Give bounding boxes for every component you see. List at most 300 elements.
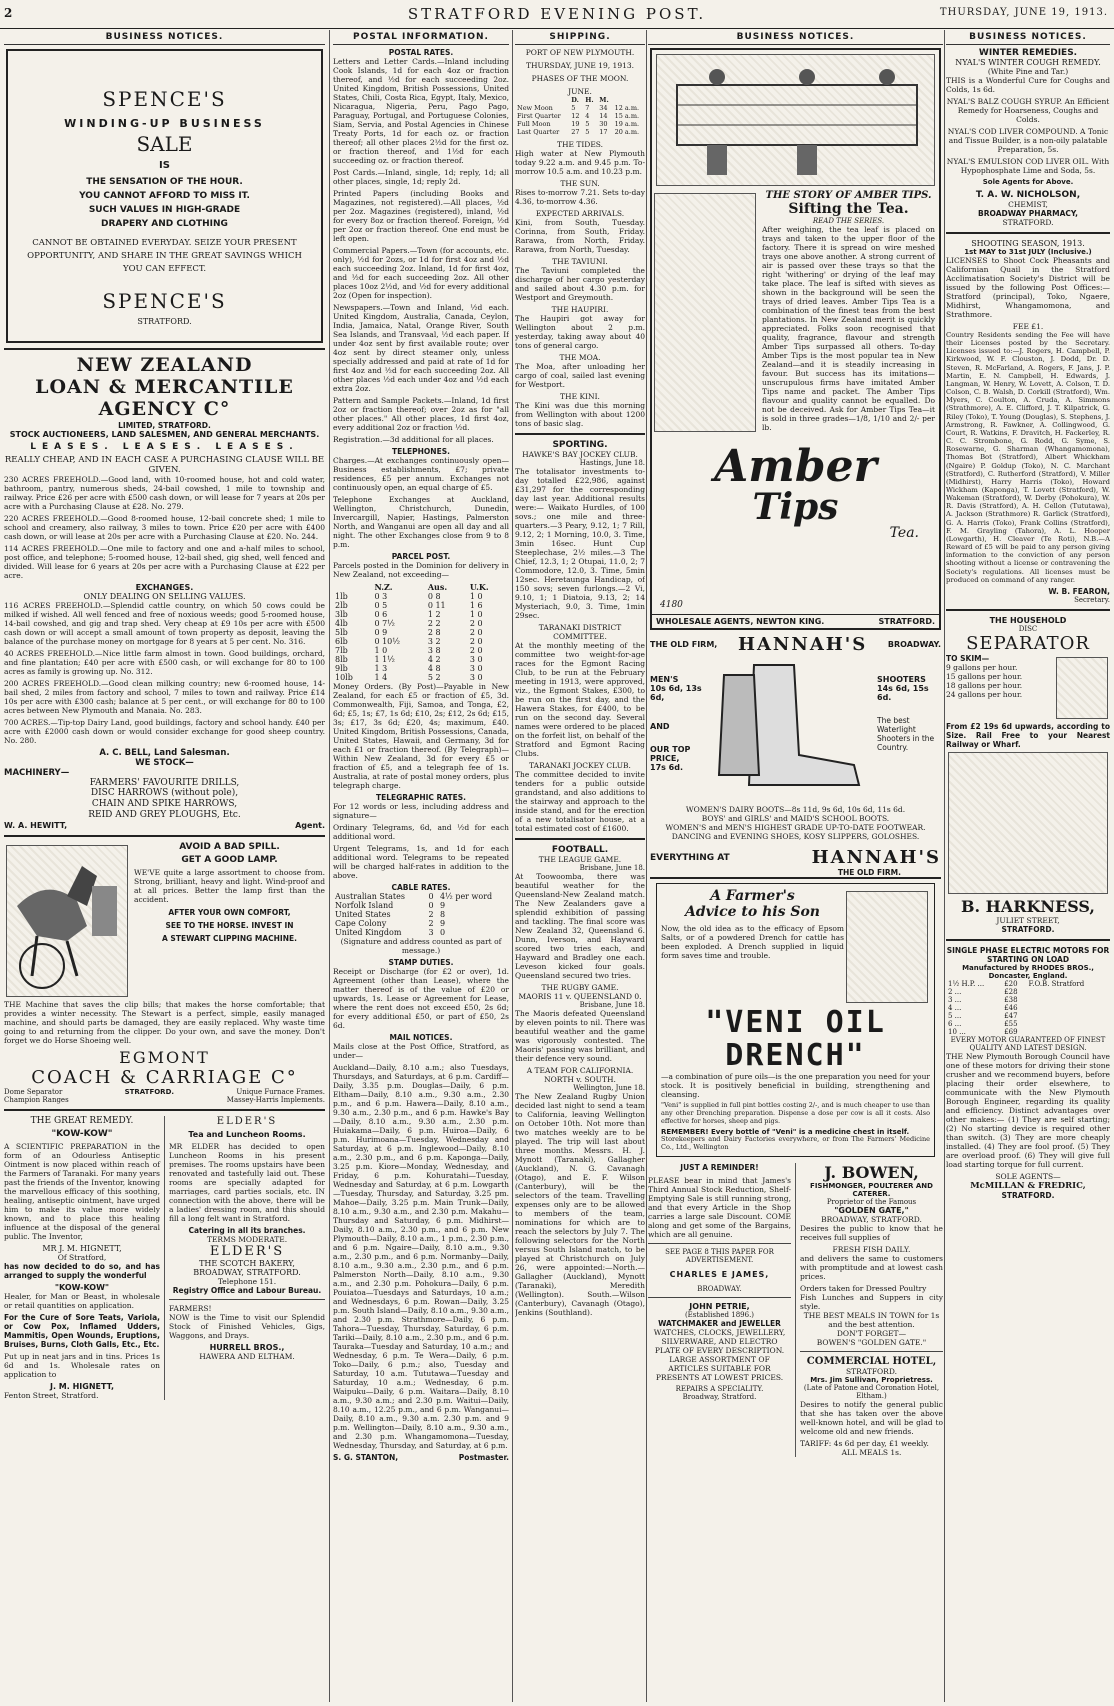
spence-sale: SALE [136,132,193,156]
motor-line: Manufactured by RHODES BROS., Doncaster, England. [962,963,1094,980]
table-cell: 5 2 [427,673,441,682]
column-header [333,582,372,592]
table-cell: Norfolk Island [335,901,394,910]
table-cell: 7 [585,104,590,112]
table-cell: 10 ... [948,1027,966,1036]
separator-title: THE HOUSEHOLD [989,615,1067,625]
motor-row [946,980,1110,988]
remedy-inventor: MR J. M. HIGNETT, [42,1243,122,1253]
section-header: BUSINESS NOTICES. [946,30,1110,45]
amber-logo: Tips [752,486,839,528]
coach-line: Unique Furnace Frames. [236,1087,325,1096]
table-cell: 34 [599,104,608,112]
table-cell: 27 [571,128,580,136]
column-header [613,96,645,104]
shipping-line: PORT OF NEW PLYMOUTH. [525,48,635,57]
football-heading: THE LEAGUE GAME. [538,855,622,864]
table-cell: 1lb [335,592,348,601]
spence-line: DRAPERY AND CLOTHING [101,219,228,229]
table-cell [1027,988,1111,996]
elder-title: ELDER'S [216,1115,278,1127]
postal-paragraph: Telephone Exchanges at Auckland, Wellington, Christchurch, Dunedin, Invercargill, Napier, Hastings, Palmerston North, and Wanganui are open all day and all night. The other Exchanges close from 9 to 8 p.m. [333,495,509,549]
column-header: N.Z. [374,582,393,592]
hurrell-body: NOW is the Time to visit our Splendid Stock of Finished Vehicles, Gigs, Waggons, and Drays. [169,1312,325,1340]
table-cell: 4lb [335,619,348,628]
remedy-town: Of Stratford, [57,1252,107,1262]
postal-paragraph: For 12 words or less, including address and signature— [333,802,509,820]
veni-reminder: REMEMBER! Every bottle of "Veni" is a medicine chest in itself. [661,1128,910,1137]
nz-sub: STOCK AUCTIONEERS, LAND SALESMEN, AND GENERAL MERCHANTS. [9,429,320,439]
hannahs-line: SHOOTERS [877,675,926,684]
table-cell: 3 2 [427,637,441,646]
veni-stockists: Storekeepers and Dairy Factories everywhere, or from The Farmers' Medicine Co., Ltd., Wellington [661,1135,930,1152]
table-cell: 3lb [335,610,348,619]
table-cell: United States [335,910,391,919]
postal-paragraph: Post Cards.—Inland, single, 1d; reply, 1d; all other places, single, 1d; reply 2d. [333,168,509,186]
remedy-body: has now decided to do so, and has arranged to supply the wonderful [4,1261,160,1280]
newspaper-title: STRATFORD EVENING POST. [407,5,707,23]
table-cell: £28 [1004,987,1018,996]
postal-paragraph: Mails close at the Post Office, Stratford, as under— [333,1042,509,1060]
table-cell: 14 [599,112,608,120]
shipping-heading: THE TAVIUNI. [552,257,608,266]
motor-row [946,1020,1110,1028]
column-5 [946,30,1110,1702]
hannahs-price: 17s 6d. [650,763,684,772]
lamp-heading: AVOID A BAD SPILL. [179,841,280,852]
cable-table [333,892,509,937]
signature: W. B. FEARON, [1048,586,1110,596]
bowen-line: DON'T FORGET— [836,1328,907,1338]
table-cell: First Quarter [517,112,561,120]
column-2 [333,30,509,1702]
spence-name: SPENCE'S [102,87,227,111]
bowen-advert [800,1163,943,1457]
sporting-header: SPORTING. [552,440,608,450]
section-header: BUSINESS NOTICES. [4,30,325,45]
postal-heading: MAIL NOTICES. [389,1033,453,1042]
hotel-body: Desires to notify the general public that she has taken over the above well-known hotel, and will be glad to welcome old and new friends. [800,1399,943,1436]
separator-title: DISC [1018,624,1038,633]
shipping-paragraph: The Kini was due this morning from Wellington with about 1200 tons of basic slag. [515,401,645,428]
table-cell: 2 0 [469,628,483,637]
column-3 [515,30,645,1702]
petrie-line: Broadway, Stratford. [682,1392,757,1401]
listing: 700 ACRES.—Tip-top Dairy Land, good buildings, factory and school handy. £40 per acre with £2000 cash down or would consider exchange for good sheep country. No. 280. [4,717,325,745]
moon-row [515,128,645,136]
nz-leases: LEASES. LEASES. LEASES. [30,441,299,452]
parcel-row [333,664,509,673]
table-cell: 30 [599,120,608,128]
james-advert [648,1163,796,1457]
table-cell: 0 3 [374,592,388,601]
postal-paragraph: Receipt or Discharge (for £2 or over), 1d. Agreement (other than Lease), where the matter thereof is of the value of £20 or upwards, 1s. Lease or Agreement for Lease, where the rent does not exceed £50, 2s 6d; for every additional £50, or part of £50, 2s 6d. [333,967,509,1030]
elder-line: Telephone 151. [217,1276,277,1286]
remedies-body: NYAL'S COD LIVER COMPOUND. A Tonic and Tissue Builder, is a non-oily palatable Preparation, 5s. [947,127,1109,154]
lamp-advert [4,842,325,1000]
shipping-line: THURSDAY, JUNE 19, 1913. [525,61,635,70]
james-line: BROADWAY. [697,1284,742,1293]
hurrell-title: HURRELL BROS., [209,1342,285,1352]
dateline: Brisbane, June 18. [579,864,645,872]
separator-capacity: 24 gallons per hour. [946,689,1023,699]
issue-date: THURSDAY, JUNE 19, 1913. [939,7,1108,18]
table-cell: 1 6 [469,601,483,610]
bowen-line: "GOLDEN GATE," [834,1205,909,1215]
lamp-heading: SEE TO THE HORSE. INVEST IN [165,920,294,930]
hannahs-line: EVERYTHING AT [650,852,730,863]
lamp-heading: AFTER YOUR OWN COMFORT, [168,907,291,917]
motor-price-table [946,980,1110,1036]
table-cell: 0 8 [427,592,441,601]
nz-exchanges: ONLY DEALING ON SELLING VALUES. [83,591,246,601]
table-cell: 0 [428,892,434,901]
sporting-paragraph: The committee decided to invite tenders for a public outside grandstand, and also additions to the stairway and approach to the inside stand, and for the erection of a new totalisator house, at a total estimated cost of £1600. [515,770,645,833]
table-cell: 5 [585,120,590,128]
table-cell: 8lb [335,655,348,664]
shipping-paragraph: The Taviuni completed the discharge of her cargo yesterday and sailed about 4.30 p.m. for Westport and Greymouth. [515,266,645,302]
veni-body: "Veni" is supplied in full pint bottles costing 2/-, and is much cheaper to use than any other Drenching preparation. Dispense a dose per cow is all it costs. Also effective for horses, sheep and pigs. [661,1101,930,1125]
shooting-line: 1st MAY to 31st JULY (Inclusive.) [964,248,1092,256]
parcel-row [333,655,509,664]
remedy-body: Put up in neat jars and in tins. Prices 1s 6d and 1s. Wholesale rates on application to [4,1351,160,1379]
remedy-name: "KOW-KOW" [54,1282,110,1292]
amber-logo: Amber [714,441,877,492]
nz-title: AGENCY C° [98,397,231,420]
elder-line: THE SCOTCH BAKERY, [199,1258,295,1268]
bowen-line: FRESH FISH DAILY. [832,1244,911,1254]
remedies-body: NYAL'S EMULSION COD LIVER OIL. With Hypophosphate Lime and Soda, 5s. [946,157,1110,175]
sporting-paragraph: At the monthly meeting of the committee two weight-for-age races for the Egmont Racing Club, to be run at the February meeting in 1913, were approved, viz., the Egmont Stakes, £300, to be run on the first day, and the Hawera Stakes, for £400, to be run on the second day. Several names were ordered to be placed on the forfeit list, on behalf of the Stratford and Egmont Racing Clubs. [515,641,645,758]
postal-paragraph: Pattern and Sample Packets.—Inland, 1d first 2oz or fraction thereof; over 2oz as for "all other places." All other places, 1d first 4oz, every additional 2oz or fraction ½d. [333,396,509,432]
moon-row [515,120,645,128]
football-heading: A TEAM FOR CALIFORNIA. [526,1066,634,1075]
hurrell-town: HAWERA AND ELTHAM. [199,1351,295,1361]
table-cell: 2 0 [469,646,483,655]
table-cell: 5 [585,128,590,136]
spence-town: STRATFORD. [137,317,192,327]
parcel-row [333,637,509,646]
table-cell: 19 [571,120,580,128]
postal-paragraph: Money Orders. (By Post)—Payable in New Zealand, for each £5 or fraction of £5, 3d. Commonwealth, Fiji, Samoa, and Tonga, £2, 6d; £5, 1s; £7, 1s 6d; £10, 2s; £12, 2s 6d; £15, 3s; £17, 3s 6d; £20, 4s; maximum, £40. United Kingdom, British Possessions, Canada, United States, Hawaii, and Germany, 3d for each £1 or fraction thereof. (By Telegraph)—Within New Zealand, 3d for every £5 or fraction of £5, and a telegraph fee of 1s. Australia, at rate of postal money orders, plus telegraph charge. [333,682,509,790]
table-cell: £47 [1004,1011,1018,1020]
table-cell: 2 8 [427,628,441,637]
parcel-row [333,610,509,619]
table-cell: 1 4 [374,673,388,682]
football-paragraph: At Toowoomba, there was beautiful weather for the Queensland-New Zealand match. The New Zealanders gave a splendid exhibition of passing and tackling. The final score was New Zealand 32, Queensland 6. Dunn, Iverson, and Hayward scored two tries each, and Hayward and Bradley one each. Leveson kicked four goals. Queensland secured two tries. [515,872,645,980]
mail-schedule: Auckland—Daily, 8.10 a.m.; also Tuesdays, Thursdays, and Saturdays, at 6 p.m. Cardiff—Daily, 3.35 p.m. Douglas—Daily, 6 p.m. Eltham—Daily, 8.10 a.m., 9.30 a.m., 2.30 p.m., and 6 p.m. Hawera—Daily, 8.10 a.m., 9.30 a.m., 2.30 p.m., and 6 p.m. Hawke's Bay—Daily, 8.10 a.m., 9.30 a.m., 2.30 p.m. Huiakama—Daily, 6 p.m. Huiroa—Daily, 6 p.m. Hurimoana—Tuesday, Wednesday and Saturday, at 6 p.m. Inglewood—Daily, 8.10 a.m., 2.30 p.m., and 6 p.m. Kaponga—Daily, 3.25 p.m. Kiore—Monday, Wednesday, and Friday, 6 p.m. Kohuratahi—Tuesday, Wednesday and Saturday, at 6 p.m. Lowgarth—Tuesday, Thursday, and Saturday, 3.25 pm. Mahoe—Daily, 3.25 p.m. Main Trunk—Daily, 8.10 a.m., 9.30 a.m., and 2.30 p.m. Makahu—Thursday and Saturday, 6 p.m. Midhirst—Daily, 8.10 a.m., 2.30 p.m., and 6 p.m. New Plymouth—Daily, 8.10 a.m., 1 p.m., 2.30 p.m., and 6 p.m. Ngaire—Daily, 8.10 a.m., 9.30 a.m., 2.30 p.m., and 6 p.m. Normanby—Daily, 8.10 a.m., 9.30 a.m., 2.30 p.m., and 6 p.m. Palmerston North—Daily, 8.10 a.m., 9.30 a.m., and 2.30 p.m. Pohokura—Daily, 6 p.m. Pouiatoa—Tuesdays and Saturdays, 10 a.m.; and Wednesdays, 6 p.m. Rowan—Daily, 3.25 p.m. South Island—Daily, 8.10 a.m., 9.30 a.m., and 2.30 p.m. Strathmore—Daily, 6 p.m. Tahora—Tuesday, Thursday, Saturday, 6 p.m. Tariki—Daily, 8.10 a.m., 2.30 p.m., and 6 p.m. Tauraka—Tuesday and Saturday, 10 a.m.; and Wednesday, 6 p.m. Te Wera—Daily, 6 p.m. Toko—Daily, 6 p.m.; also, Tuesday and Saturday, 10 a.m. Tututawa—Tuesday and Saturday, 10 a.m.; Wednesday, 6 p.m. Waipuku—Daily, 6 p.m. Waitara—Daily, 8.10 a.m., 9.30 a.m.; and 2.30 p.m. Waitui—Daily, 8.10 a.m., 12.25 p.m., and 6 p.m. Wanganui—Daily, 8.10 a.m., 9.30 a.m. 2.30 p.m. and 9 p.m. Wellington—Daily, 8.10 a.m., 9.30 a.m., and 2.30 p.m. Whangamomona—Tuesday, Wednesday, Thursday, and Saturday, at 6 p.m. [333,1063,509,1450]
petrie-body: WATCHES, CLOCKS, JEWELLERY, SILVERWARE, AND ELECTRO PLATE OF EVERY DESCRIPTION. LARGE ASSORTMENT OF ARTICLES SUITABLE FOR PRESENTS AT LOWEST PRICES. [653,1327,786,1382]
hannahs-title: HANNAH'S [737,634,868,655]
bowen-line: Orders taken for Dressed Poultry [800,1283,927,1293]
harkness-line: STRATFORD. [1001,924,1055,934]
table-cell: New Moon [517,104,553,112]
bowen-line: BROADWAY, STRATFORD. [821,1214,922,1224]
football-heading: MAORIS 11 v. QUEENSLAND 0. [518,992,642,1001]
remedy-name: "KOW-KOW" [51,1128,113,1139]
parcel-row [333,646,509,655]
hannahs-line: BOYS' and GIRLS' and MAID'S SCHOOL BOOTS. [701,814,890,823]
separator-body: From £2 19s 6d upwards, according to Size. Rail Free to your Nearest Railway or Wharf. [946,721,1110,749]
hannahs-title: HANNAH'S [811,847,941,868]
nz-title: NEW ZEALAND [76,354,253,376]
sporting-heading: TARANAKI DISTRICT COMMITTEE. [538,623,622,641]
horse-carriage-illustration [6,845,128,997]
elder-line: Catering in all its branches. [188,1225,306,1235]
nz-agent: A. C. BELL, Land Salesman. [99,747,230,758]
column-header: H. [585,96,594,104]
elder-line: Registry Office and Labour Bureau. [172,1285,322,1295]
chemist-line: STRATFORD. [1002,218,1054,227]
moon-table [515,96,645,136]
column-4 [648,30,943,1702]
veni-logo: "VENI OIL [705,1005,886,1040]
table-cell: 9lb [335,664,348,673]
postal-heading: TELEPHONES. [392,447,450,456]
lamp-heading: A STEWART CLIPPING MACHINE. [162,933,297,943]
james-body: PLEASE bear in mind that James's Third Annual Stock Reduction, Shelf-Emptying Sale is still running strong, and that every Article in the Shop carries a large sale Discount. COME along and get some of the Bargains, which are all genuine. [648,1175,791,1239]
table-cell: 4 [585,112,590,120]
veni-logo: DRENCH" [725,1038,866,1073]
tea-factory-illustration [656,54,935,186]
machinery-item: REID AND GREY PLOUGHS, Etc. [88,809,241,820]
bowen-line: THE BEST MEALS IN TOWN for 1s and the best attention. [803,1310,940,1329]
sporting-paragraph: The totalisator investments to-day totalled £22,986, against £31,297 for the corresponding day last year. Additional results were:— Waikato Hurdles, of 100 sovs.; one mile and three-quarters.—3 Peary, 9.12, 1; 7 Rill, 9.12, 2; 1 Morning, 10.0, 3. Time, 3min 16sec. Hunt Cup Steeplechase, 2½ miles.—3 The Chief, 12.3, 1; 2 Otupai, 11.0, 2; 7 Commodore, 12.0, 3. Time, 5min 12sec. Heretaunga Handicap, of 150 sovs; seven furlongs.—2 Vi, 9.10, 1; 1 Diatoia, 9.13, 2; 14 Mysteriach, 9.0, 3. Time, 1min 29sec. [515,467,645,620]
nz-loan-advert [4,355,325,830]
farmers-illustration [846,891,928,1003]
table-cell: 0 9 [374,628,388,637]
table-cell: 1½ H.P. ... [948,979,985,988]
bowen-name: J. BOWEN, [824,1162,919,1182]
football-heading: THE RUGBY GAME. [541,983,619,992]
table-cell [1027,1012,1111,1020]
nz-exchanges: EXCHANGES. [135,582,194,592]
veni-drench-advert [656,883,935,1157]
spence-line: WINDING-UP BUSINESS [64,117,265,130]
petrie-line: WATCHMAKER and JEWELLER [658,1318,781,1328]
agents-name: McMILLAN & FREDRIC, [970,1180,1086,1191]
agents-line: STRATFORD. [1001,1190,1055,1200]
table-cell: 12 [571,112,580,120]
james-line: SEE PAGE 8 THIS PAPER FOR ADVERTISEMENT. [665,1247,774,1264]
parcel-table [333,582,509,682]
amber-agents: WHOLESALE AGENTS, NEWTON KING. [656,617,825,626]
football-paragraph: The New Zealand Rugby Union decided last night to send a team to California, leaving Wellington on October 10th. Not more than two matches weekly are to be played. The trip will last about three months. Messrs. H. J. Mynott (Taranaki), Gallagher (Auckland), N. G. Cavanagh (Otago), and E. F. Wilson (Canterbury), will be the selectors of the team. Travelling expenses only are to be allowed to members of the team, nominations for which are to reach the selectors by July 7. The following selectors for the North versus South Island match, to be played at Christchurch on July 26, were appointed:—North.—Gallagher (Auckland), Mynott (Taranaki), Meredith (Wellington). South.—Wilson (Canterbury), Cavanagh (Otago), Jenkins (Southland). [515,1092,645,1317]
remedy-signature: J. M. HIGNETT, [50,1381,114,1391]
story-subtitle: Sifting the Tea. [788,201,909,217]
amber-logo: Tea. [889,525,919,541]
motor-body: THE New Plymouth Borough Council have one of these motors for driving their stone crusher and we recommend buyers, before placing their order elsewhere, to communicate with the New Plymouth Borough Engineer, regarding its quality and efficiency. Distinct advantages over other makes:— (1) They are self starting; (2) No starting device is required other than switch. (3) They are more cheaply installed. (4) They are fool proof. (5) They are overload proof. (6) They will give full load starting torque for full current. [946,1051,1110,1169]
ad-code: 4180 [660,600,683,610]
postal-heading: PARCEL POST. [391,552,451,561]
hotel-line: (Late of Patone and Coronation Hotel, Eltham.) [803,1383,940,1400]
hotel-line: STRATFORD. [846,1366,897,1376]
column-header: Aus. [427,582,448,592]
table-cell: United Kingdom [335,928,402,937]
parcel-row [333,673,509,682]
bowen-line: Fish Lunches and Suppers in city style. [800,1292,943,1311]
postal-paragraph: Registration.—3d additional for all places. [333,435,494,444]
shipping-paragraph: The Haupiri got away for Wellington about 2 p.m. yesterday, taking away about 40 tons of general cargo. [515,314,645,350]
machinery-item: DISC HARROWS (without pole), [90,788,239,799]
elder-sub: Tea and Luncheon Rooms. [188,1129,306,1139]
hotel-line: ALL MEALS 1s. [841,1447,902,1457]
shipping-paragraph: Rises to-morrow 7.21. Sets to-day 4.36, to-morrow 4.36. [515,188,645,206]
remedy-body: A SCIENTIFIC PREPARATION in the form of an Odourless Antiseptic Ointment is now placed within reach of the Farmers of Taranaki. For many years past the friends of the Inventor, knowing the marvellous efficacy of this soothing, healing, antiseptic ointment, have urged him to make its value more widely known, and to place this healing influence at the disposal of the general public. The Inventor, [4,1141,160,1241]
sporting-heading: HAWKE'S BAY JOCKEY CLUB. [522,450,638,459]
hannahs-line: MEN'S [650,675,679,684]
column-header: M. [599,96,609,104]
moon-row [515,104,645,112]
masthead [0,0,1114,29]
section-header: POSTAL INFORMATION. [333,30,509,45]
table-cell [1027,1020,1111,1028]
james-heading: JUST A REMINDER! [680,1162,759,1172]
table-cell: £38 [1004,995,1018,1004]
table-cell: 2 2 [427,619,441,628]
table-cell: F.O.B. Stratford [1028,979,1085,988]
egmont-title: EGMONT [119,1047,210,1067]
table-cell: Last Quarter [517,128,560,136]
listing: 116 ACRES FREEHOLD.—Splendid cattle country, on which 50 cows could be milked if wished. All well fenced and free of noxious weeds; good 5-roomed house, 14-bail cowshed, and gig and trap shed. Very cheap at £9 10s per acre with £500 cash down or will accept a small amount of town property as deposit, leaving the balance of the purchase money on mortgage for 8 years at 5 per cent. No. 316. [4,600,325,646]
hannahs-line: THE OLD FIRM, [650,640,718,649]
shipping-paragraph: The Moa, after unloading her cargo of coal, sailed last evening for Westport. [515,362,645,389]
shipping-paragraph: Kini, from South, Tuesday. Corinna, from South, Friday. Rarawa, from North, Friday. Rarawa, from North, Tuesday. [515,218,645,254]
listing: 230 ACRES FREEHOLD.—Good land, with 10-roomed house, hot and cold water, bathroom, pantry, numerous sheds, 24-bail cowshed, 1 mile to township and railway. Price £26 per acre with £500 cash down, or will lease for 7 years at 20s per acre with a Purchasing Clause at £28. No. 279. [4,474,325,511]
table-cell: 0 7½ [374,619,395,628]
separator-line: TO SKIM— [946,653,990,663]
spence-line: SUCH VALUES IN HIGH-GRADE [88,205,241,215]
table-cell: 4 2 [427,655,441,664]
elder-line: TERMS MODERATE. [206,1234,288,1244]
remedies-line: NYAL'S WINTER COUGH REMEDY. [955,58,1101,67]
table-cell: £46 [1004,1003,1018,1012]
parcel-row [333,619,509,628]
separator-capacity: 15 gallons per hour. [946,671,1023,681]
hotel-name: COMMERCIAL HOTEL, [806,1355,937,1367]
listing: 114 ACRES FREEHOLD.—One mile to factory and one and a-half miles to school, post office, and telephone; 5-roomed house, 12-bail shed, gig shed, well fenced and divided. Will lease for 6 years at 20s per acre with a Purchasing Clause at £22 per acre. [4,543,325,580]
bowen-line: Proprietor of the Famous [826,1197,917,1206]
table-cell: 6 ... [948,1019,962,1028]
table-cell: 4 ... [948,1003,962,1012]
remedy-body: Healer, for Man or Beast, in wholesale or retail quantities on application. [4,1291,160,1310]
dateline: Wellington, June 18. [573,1084,645,1092]
postal-heading: POSTAL RATES. [388,48,454,57]
column-1 [4,30,325,1702]
postal-paragraph: Letters and Letter Cards.—Inland including Cook Islands, 1d for each 4oz or fraction thereof, and ½d for each succeeding 2oz. United Kingdom, British Possessions, United States, Chili, Costa Rica, Egypt, Italy, Mexico, Nicaragua, Nigeria, Peru, Pago Pago, Paraguay, Portugal, and Portuguese Colonies, Siam, Servia, and Postal Agencies in Chinese Treaty Ports, 1d for each oz. or fraction thereof; all other places 2½d for the first oz. or fraction thereof, and 1½d for each succeeding oz. or fraction thereof. [333,57,509,165]
table-cell [1027,1004,1111,1012]
agents-line: SOLE AGENTS— [995,1171,1061,1181]
motor-row [946,1028,1110,1036]
shooting-title: SHOOTING SEASON, 1913. [971,239,1085,248]
nz-title: LOAN & MERCANTILE [35,375,294,398]
separator-illustration [1056,657,1108,719]
hotel-line: TARIFF: 4s 6d per day, £1 weekly. [800,1438,929,1448]
signature-role: Agent. [295,820,325,830]
nz-stock: WE STOCK— [135,757,194,768]
table-cell: 1 1½ [374,655,395,664]
section-header: SHIPPING. [515,30,645,45]
hannahs-line: OUR TOP PRICE, [650,745,691,763]
hurrell-heading: FARMERS! [169,1303,212,1313]
table-cell: 1 0 [469,610,483,619]
table-cell: £55 [1004,1019,1018,1028]
postal-heading: STAMP DUTIES. [388,958,454,967]
shipping-heading: THE KINI. [560,392,600,401]
table-cell: 6lb [335,637,348,646]
postal-paragraph: Newspapers.—Town and Inland, ½d each. United Kingdom, Australia, Canada, Ceylon, India, Jamaica, Natal, Orange River, South Sea Islands, and Transvaal, ½d each paper. If under 4oz sent by first available route; over 4oz sent by direct steamer only, unless specially addressed and paid at rate of 1d for first 4oz and ½d for each succeeding 2oz. All other places ½d each under 4oz and ½d each extra 2oz. [333,303,509,393]
moon-row [515,112,645,120]
story-title: THE STORY OF AMBER TIPS. [765,190,932,201]
postal-paragraph: Commercial Papers.—Town (for accounts, etc. only), ½d for 2ozs, or 1d for first 4oz and ½d each succeeding 2oz. Inland, 1d for first 4oz, and ½d for each succeeding 2oz. All other places 10oz 2½d, and ½d for every additional 2oz (Open for inspection). [333,246,509,300]
table-cell: 1 0 [374,646,388,655]
motor-line: EVERY MOTOR GUARANTEED OF FINEST QUALITY AND LATEST DESIGN. [950,1035,1106,1052]
parcel-row [333,628,509,637]
table-cell: 4 8 [427,664,441,673]
remedies-body: THIS is a Wonderful Cure for Coughs and Colds, 1s 6d. [946,76,1110,94]
nz-mach: MACHINERY— [4,767,70,778]
hannahs-price: 10s 6d, 13s 6d, [650,684,702,702]
postal-heading: CABLE RATES. [391,883,451,892]
table-cell: 0 11 [427,601,446,610]
shooting-line: FEE £1. [1012,322,1044,331]
bowen-line: FISHMONGER, POULTERER AND CATERER. [810,1181,933,1198]
table-cell: 2 ... [948,987,962,996]
spence-line: THE SENSATION OF THE HOUR. [86,177,243,187]
elder-body: MR ELDER has decided to open Luncheon Rooms in his present premises. The rooms upstairs have been renovated and tastefully laid out. These rooms are specially adapted for marriages, card parties socials, etc. IN connection with the above, there will be a ladies' dressing room, and this should fill a long felt want in Stratford. [169,1141,325,1223]
motor-row [946,1012,1110,1020]
table-cell: 2 0 [469,637,483,646]
veni-body: —a combination of pure oils—is the one preparation you need for your stock. It is positively beneficial in building, strengthening and cleansing. [661,1072,930,1099]
shipping-heading: THE TIDES. [556,140,604,149]
table-cell: 19 a.m. [614,120,640,128]
football-header: FOOTBALL. [551,845,609,855]
postal-heading: TELEGRAPHIC RATES. [375,793,467,802]
football-heading: NORTH v. SOUTH. [544,1075,616,1084]
table-cell: 10lb [335,673,353,682]
table-cell: 12 a.m. [614,104,640,112]
amber-town: STRATFORD. [878,617,935,626]
table-cell: 15 a.m. [614,112,640,120]
separator-machine-illustration [948,752,1108,894]
table-header [515,96,645,104]
hannahs-line: The best Waterlight Shooters in the Country. [877,716,935,752]
postal-paragraph: (Signature and address counted as part of message.) [340,937,502,955]
table-cell: 1 0 [469,592,483,601]
bowen-body: and delivers the same to customers with promptitude and at lowest cash prices. [800,1253,943,1281]
postal-paragraph: Urgent Telegrams, 1s, and 1d for each additional word. Telegrams to be repeated will be charged half-rates in addition to the above. [333,844,509,880]
shipping-heading: THE MOA. [559,353,601,362]
signature: W. A. HEWITT, [4,820,68,830]
elder-advert [169,1116,325,1400]
petrie-name: JOHN PETRIE, [689,1301,750,1311]
petrie-line: (Established 1896.) [684,1310,755,1319]
postal-paragraph: Printed Papers (including Books and Magazines, not registered).—All places, ½d per 2oz. Magazines (registered), inland, ½d for every 8oz or fraction thereof. Foreign, ½d per 2oz or fraction thereof. One end must be left open. [333,189,509,243]
nz-tag: REALLY CHEAP, AND IN EACH CASE A PURCHASING CLAUSE WILL BE GIVEN. [4,454,325,475]
table-cell: 7lb [335,646,348,655]
table-cell [1027,1028,1111,1036]
cable-row [333,928,509,937]
signature-role: Secretary. [1074,595,1110,604]
signature: S. G. STANTON, [333,1453,399,1462]
chemist-line: BROADWAY PHARMACY, [978,209,1078,218]
remedies-body: NYAL'S BALZ COUGH SYRUP. An Efficient Remedy for Hoarseness, Coughs and Colds. [946,97,1110,124]
shipping-line: PHASES OF THE MOON. [531,74,629,83]
table-cell: Full Moon [517,120,551,128]
postal-paragraph: Charges.—At exchanges continuously open—Business establishments, £7; private residences, £5 per annum. Exchanges not continuously open, an equal charge of £5. [333,456,509,492]
table-cell: 0 10½ [374,637,401,646]
table-cell: 0 [439,928,446,937]
